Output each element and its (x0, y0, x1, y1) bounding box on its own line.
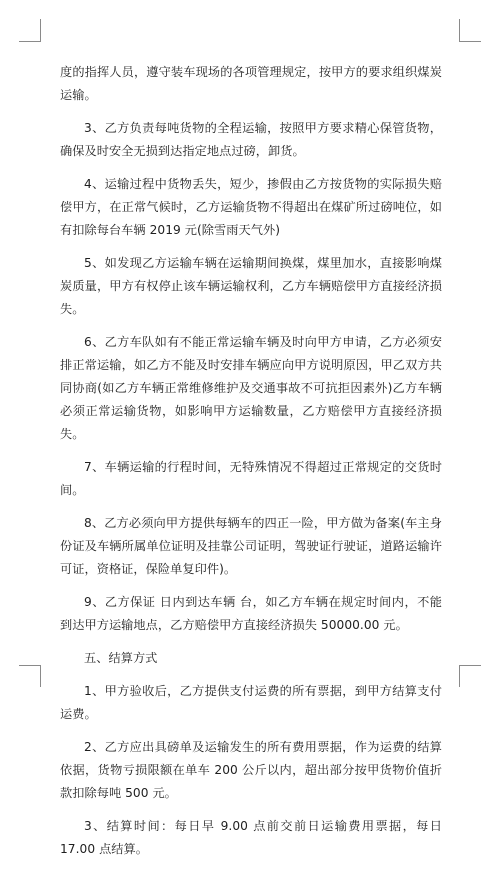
crop-mark-top-right (459, 19, 460, 41)
crop-mark-top-right (459, 41, 481, 42)
clause-8: 8、乙方必须向甲方提供每辆车的四正一险，甲方做为备案(车主身份证及车辆所属单位证明及挂靠公司证明，驾驶证行驶证，道路运输许可证，资格证，保险单复印件)。 (60, 516, 442, 576)
clause-6: 6、乙方车队如有不能正常运输车辆及时向甲方申请，乙方必须安排正常运输，如乙方不能及时安排车辆应向甲方说明原因，甲乙双方共同协商(如乙方车辆正常维修维护及交通事故不可抗拒因素外)乙方车辆必须正常运输货物，如影响甲方运输数量，乙方赔偿甲方直接经济损失。 (60, 335, 442, 441)
settlement-clause-3: 3、结算时间：每日早 9.00 点前交前日运输费用票据，每日 17.00 点结算。 (60, 819, 442, 856)
crop-mark-bottom-left (19, 665, 41, 666)
settlement-clause-2: 2、乙方应出具磅单及运输发生的所有费用票据，作为运费的结算依据，货物亏损限额在单车 200 公斤以内，超出部分按甲货物价值折款扣除每吨 500 元。 (60, 740, 442, 800)
section-heading-settlement: 五、结算方式 (84, 651, 158, 665)
settlement-clause-1: 1、甲方验收后，乙方提供支付运费的所有票据，到甲方结算支付运费。 (60, 684, 442, 721)
document-body (60, 61, 442, 871)
clause-5: 5、如发现乙方运输车辆在运输期间换煤，煤里加水，直接影响煤炭质量，甲方有权停止该车辆运输权利，乙方车辆赔偿甲方直接经济损失。 (60, 256, 442, 316)
clause-9: 9、乙方保证 日内到达车辆 台，如乙方车辆在规定时间内，不能到达甲方运输地点，乙方赔偿甲方直接经济损失 50000.00 元。 (60, 595, 442, 632)
crop-mark-bottom-left (40, 665, 41, 687)
crop-mark-bottom-right (459, 665, 481, 666)
clause-3: 3、乙方负责每吨货物的全程运输，按照甲方要求精心保管货物，确保及时安全无损到达指定地点过磅，卸货。 (60, 121, 442, 158)
clause-4: 4、运输过程中货物丢失，短少，掺假由乙方按货物的实际损失赔偿甲方，在正常气候时，乙方运输货物不得超出在煤矿所过磅吨位，如有扣除每台车辆 2019 元(除雪雨天气外) (60, 177, 442, 237)
paragraph-continuation: 度的指挥人员，遵守装车现场的各项管理规定，按甲方的要求组织煤炭运输。 (60, 65, 442, 102)
crop-mark-top-left (40, 19, 41, 41)
crop-mark-bottom-right (459, 665, 460, 687)
clause-7: 7、车辆运输的行程时间，无特殊情况不得超过正常规定的交货时间。 (60, 460, 442, 497)
crop-mark-top-left (19, 41, 41, 42)
